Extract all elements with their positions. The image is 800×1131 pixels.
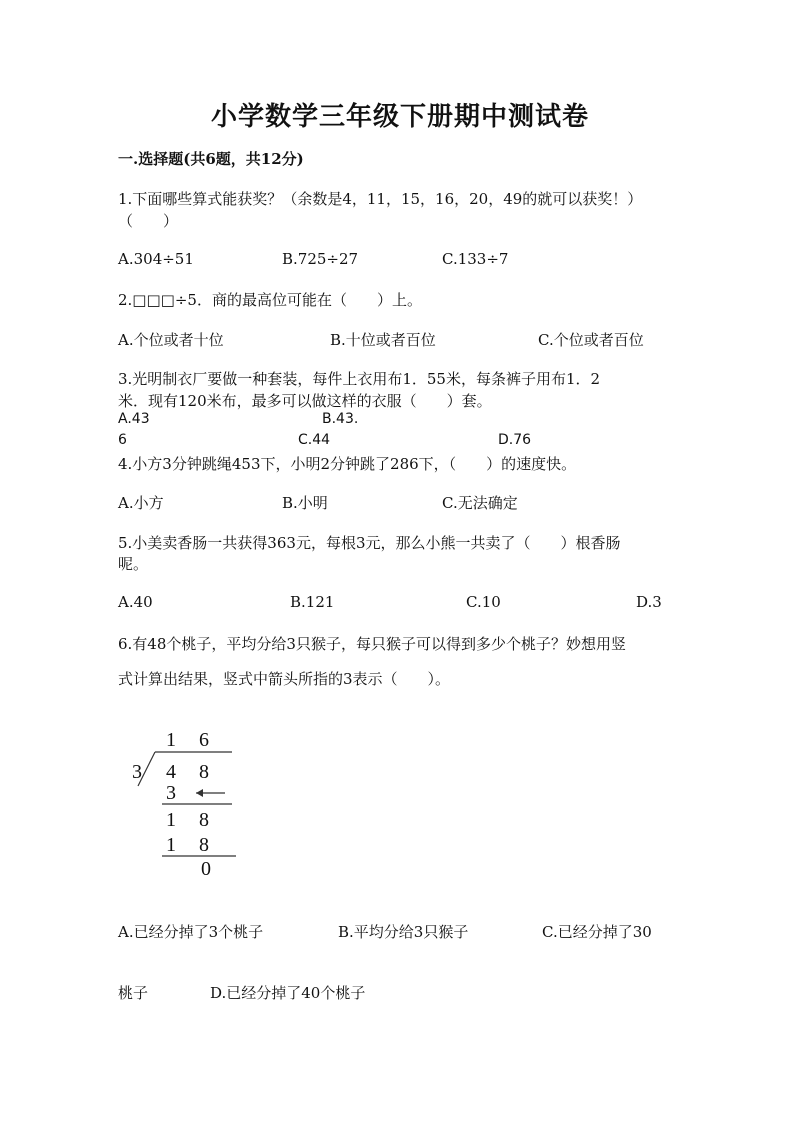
quotient-digit-1: 1 bbox=[166, 729, 176, 751]
question-4-text: 4.小方3分钟跳绳453下，小明2分钟跳了286下，（ ）的速度快。 bbox=[118, 455, 577, 473]
question-1-option-c[interactable]: C.133÷7 bbox=[442, 250, 509, 268]
question-6-text-line1: 6.有48个桃子，平均分给3只猴子，每只猴子可以得到多少个桃子？妙想用竖 bbox=[118, 635, 626, 653]
question-1-option-b[interactable]: B.725÷27 bbox=[282, 250, 359, 268]
question-3-option-d[interactable]: D.76 bbox=[498, 432, 532, 448]
question-4-option-a[interactable]: A.小方 bbox=[118, 494, 164, 512]
question-2-text: 2.□□□÷5．商的最高位可能在（ ）上。 bbox=[118, 291, 422, 309]
quotient-digit-2: 6 bbox=[199, 729, 209, 751]
question-2-option-c[interactable]: C.个位或者百位 bbox=[538, 331, 644, 349]
divisor-digit: 3 bbox=[132, 761, 142, 783]
question-5-option-d[interactable]: D.3 bbox=[636, 593, 662, 611]
question-5-text-line2: 呢。 bbox=[118, 555, 149, 573]
question-3-option-c[interactable]: C.44 bbox=[298, 432, 331, 448]
question-5-option-b[interactable]: B.121 bbox=[290, 593, 335, 611]
question-6-option-a[interactable]: A.已经分掉了3个桃子 bbox=[118, 923, 264, 941]
question-4-option-b[interactable]: B.小明 bbox=[282, 494, 328, 512]
question-5-text-line1: 5.小美卖香肠一共获得363元，每根3元，那么小熊一共卖了（ ）根香肠 bbox=[118, 534, 621, 552]
dividend-digit-2: 8 bbox=[199, 761, 209, 783]
arrow-icon bbox=[196, 789, 203, 797]
section-heading: 一.选择题(共6题，共12分) bbox=[118, 150, 304, 168]
question-3-text-line1: 3.光明制衣厂要做一种套装，每件上衣用布1．55米，每条裤子用布1．2 bbox=[118, 370, 601, 388]
question-1-blank: （ ） bbox=[118, 212, 179, 230]
question-3-text-line2: 米．现有120米布，最多可以做这样的衣服（ ）套。 bbox=[118, 392, 492, 410]
question-6-option-c[interactable]: C.已经分掉了30 bbox=[542, 923, 652, 941]
question-6-option-c-continued: 桃子 bbox=[118, 984, 149, 1002]
question-3-option-b-continued: 6 bbox=[118, 432, 127, 448]
remainder-digit: 0 bbox=[201, 858, 211, 880]
step-2-digit-1: 1 bbox=[166, 809, 176, 831]
question-4-option-c[interactable]: C.无法确定 bbox=[442, 494, 518, 512]
question-5-option-c[interactable]: C.10 bbox=[466, 593, 501, 611]
subtraction-1-digit: 3 bbox=[166, 782, 176, 804]
dividend-digit-1: 4 bbox=[166, 761, 176, 783]
question-6-option-d[interactable]: D.已经分掉了40个桃子 bbox=[210, 984, 366, 1002]
question-2-option-b[interactable]: B.十位或者百位 bbox=[330, 331, 436, 349]
question-1-option-a[interactable]: A.304÷51 bbox=[118, 250, 194, 268]
question-1-text: 1.下面哪些算式能获奖？（余数是4，11，15，16，20，49的就可以获奖！） bbox=[118, 190, 643, 208]
page-title: 小学数学三年级下册期中测试卷 bbox=[210, 102, 589, 132]
question-5-option-a[interactable]: A.40 bbox=[118, 593, 153, 611]
question-2-option-a[interactable]: A.个位或者十位 bbox=[118, 331, 224, 349]
question-6-text-line2: 式计算出结果，竖式中箭头所指的3表示（ ）。 bbox=[118, 670, 451, 688]
step-3-digit-1: 1 bbox=[166, 834, 176, 856]
question-3-option-b[interactable]: B.43. bbox=[322, 411, 359, 427]
question-6-option-b[interactable]: B.平均分给3只猴子 bbox=[338, 923, 469, 941]
step-2-digit-2: 8 bbox=[199, 809, 209, 831]
question-3-option-a[interactable]: A.43 bbox=[118, 411, 150, 427]
step-3-digit-2: 8 bbox=[199, 834, 209, 856]
